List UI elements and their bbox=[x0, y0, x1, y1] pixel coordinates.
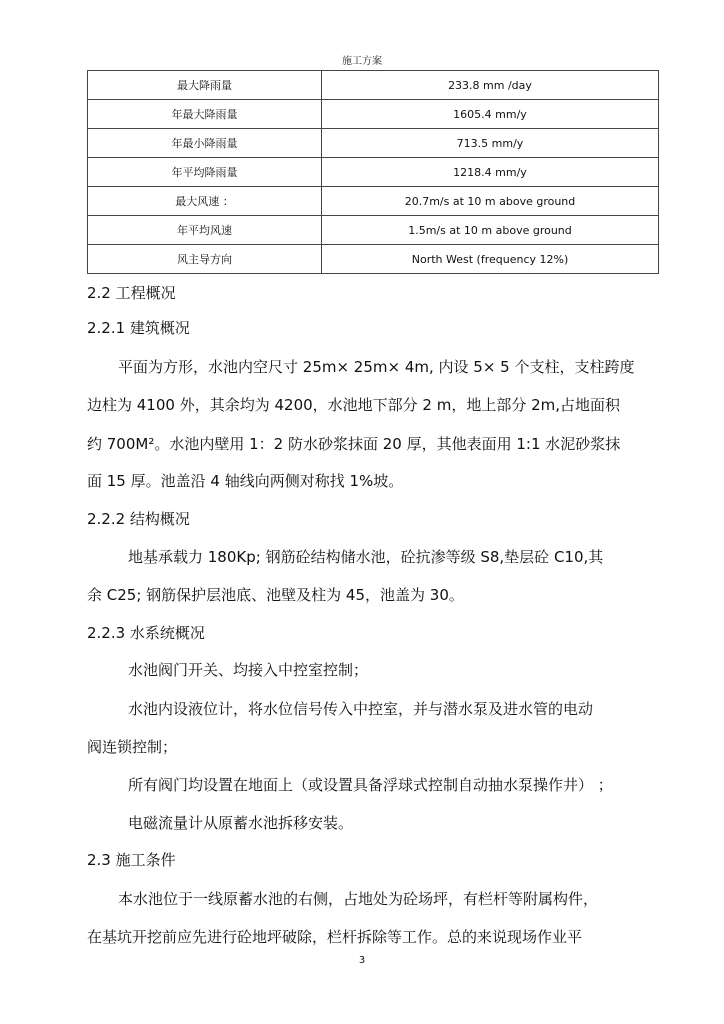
paragraph-line: 阀连锁控制； bbox=[87, 738, 178, 756]
table-row bbox=[88, 187, 659, 216]
table-row bbox=[88, 245, 659, 274]
table-cell-value: 1218.4 mm/y bbox=[322, 158, 659, 187]
section-heading-2-2: 2.2 工程概况 bbox=[87, 284, 176, 302]
table-cell-value: North West (frequency 12%) bbox=[322, 245, 659, 274]
table-cell-parameter: 年平均风速 bbox=[88, 216, 322, 245]
table-cell-value: 20.7m/s at 10 m above ground bbox=[322, 187, 659, 216]
section-heading-2-2-2: 2.2.2 结构概况 bbox=[87, 510, 190, 528]
paragraph-line: 约 700M²。水池内壁用 1：2 防水砂浆抹面 20 厚，其他表面用 1:1 水泥砂浆抹 bbox=[87, 435, 621, 453]
table-cell-parameter: 最大风速 ： bbox=[88, 187, 322, 216]
paragraph-line: 余 C25; 钢筋保护层池底、池壁及柱为 45，池盖为 30。 bbox=[87, 586, 464, 604]
table-cell-parameter: 年最小降雨量 bbox=[88, 129, 322, 158]
table-row bbox=[88, 158, 659, 187]
paragraph-line: 所有阀门均设置在地面上（或设置具备浮球式控制自动抽水泵操作井） ； bbox=[128, 776, 613, 794]
table-row bbox=[88, 129, 659, 158]
page-header-title: 施工方案 bbox=[342, 56, 382, 67]
table-row bbox=[88, 100, 659, 129]
section-heading-2-2-3: 2.2.3 水系统概况 bbox=[87, 624, 205, 642]
page-number: 3 bbox=[358, 955, 366, 966]
paragraph-line: 平面为方形，水池内空尺寸 25m× 25m× 4m, 内设 5× 5 个支柱，支柱跨度 bbox=[118, 358, 635, 376]
paragraph-line: 在基坑开挖前应先进行砼地坪破除，栏杆拆除等工作。总的来说现场作业平 bbox=[87, 928, 583, 946]
table-cell-parameter: 年最大降雨量 bbox=[88, 100, 322, 129]
table-cell-value: 1605.4 mm/y bbox=[322, 100, 659, 129]
table-cell-parameter: 年平均降雨量 bbox=[88, 158, 322, 187]
paragraph-line: 电磁流量计从原蓄水池拆移安装。 bbox=[128, 814, 354, 832]
table-cell-value: 1.5m/s at 10 m above ground bbox=[322, 216, 659, 245]
paragraph-line: 地基承载力 180Kp; 钢筋砼结构储水池，砼抗渗等级 S8,垫层砼 C10,其 bbox=[128, 548, 604, 566]
climate-data-table bbox=[87, 70, 659, 274]
paragraph-line: 面 15 厚。池盖沿 4 轴线向两侧对称找 1%坡。 bbox=[87, 472, 404, 490]
paragraph-line: 水池内设液位计，将水位信号传入中控室，并与潜水泵及进水管的电动 bbox=[128, 700, 594, 718]
paragraph-line: 本水池位于一线原蓄水池的右侧，占地处为砼场坪，有栏杆等附属构件， bbox=[118, 890, 599, 908]
section-heading-2-3: 2.3 施工条件 bbox=[87, 851, 176, 869]
section-heading-2-2-1: 2.2.1 建筑概况 bbox=[87, 319, 190, 337]
paragraph-line: 边柱为 4100 外，其余均为 4200，水池地下部分 2 m，地上部分 2m,占地面积 bbox=[87, 396, 621, 414]
table-row bbox=[88, 71, 659, 100]
table-cell-value: 233.8 mm /day bbox=[322, 71, 659, 100]
table-cell-parameter: 最大降雨量 bbox=[88, 71, 322, 100]
table-cell-parameter: 风主导方向 bbox=[88, 245, 322, 274]
table-row bbox=[88, 216, 659, 245]
table-cell-value: 713.5 mm/y bbox=[322, 129, 659, 158]
paragraph-line: 水池阀门开关、均接入中控室控制； bbox=[128, 661, 369, 679]
